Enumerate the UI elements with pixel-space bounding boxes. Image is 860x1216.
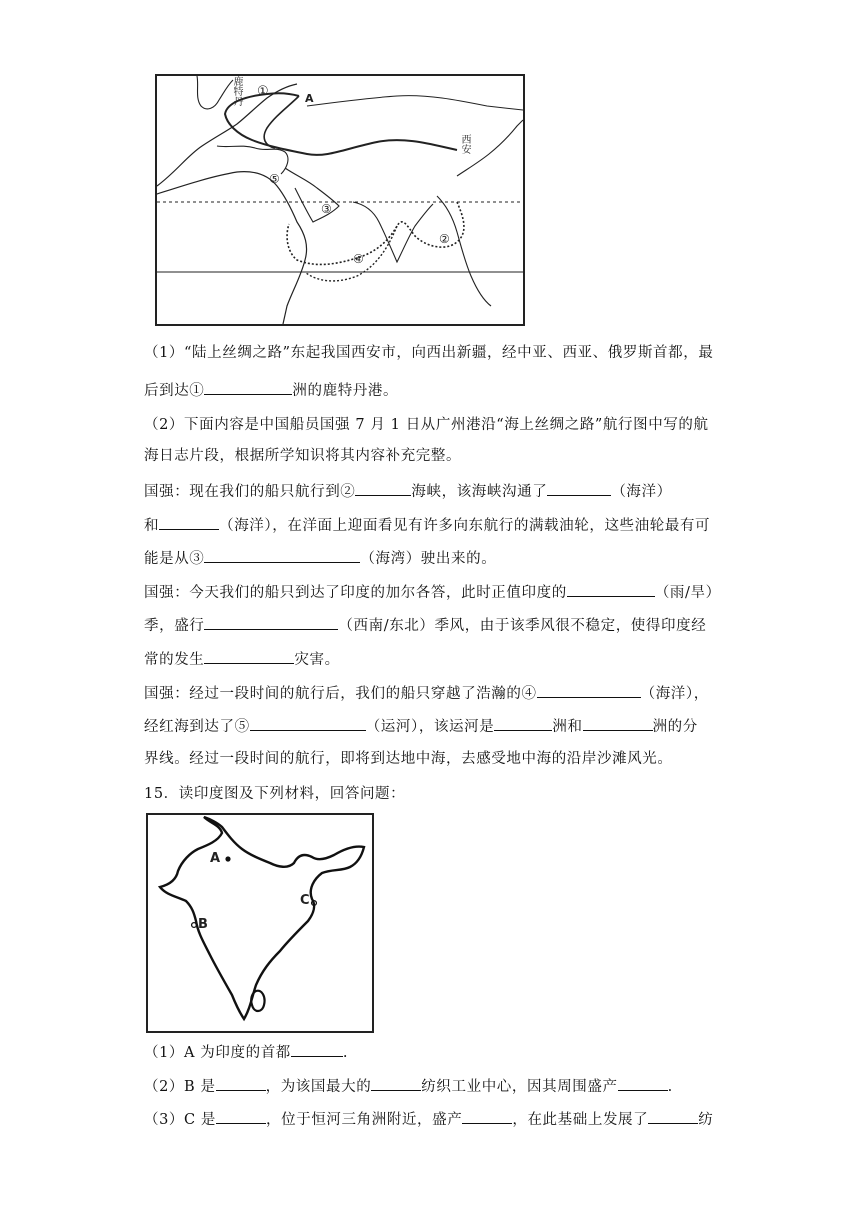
blank-continent-a[interactable] bbox=[494, 715, 552, 731]
southeast-asia-coast bbox=[437, 196, 491, 306]
q15-s2b: ，为该国最大的 bbox=[265, 1079, 372, 1095]
q15-s3a: （3）C 是 bbox=[144, 1112, 217, 1128]
q14-l3a: 能是从③ bbox=[144, 551, 205, 567]
q14-p1-line2 bbox=[144, 379, 398, 401]
q14-l3b: （海湾）驶出来的。 bbox=[360, 551, 497, 567]
q14-l5b: （西南/东北）季风，由于该季风很不稳定，使得印度经 bbox=[338, 618, 707, 634]
q14-l1c: （海洋） bbox=[611, 484, 672, 500]
blank-continent-b[interactable] bbox=[583, 715, 653, 731]
q15-s3d: 纺 bbox=[698, 1112, 714, 1128]
q14-log-line2 bbox=[144, 514, 710, 536]
africa-coast bbox=[157, 172, 307, 324]
asia-north-coast bbox=[307, 96, 523, 110]
q14-l7a: 国强：经过一段时间的航行后，我们的船只穿越了浩瀚的④ bbox=[144, 686, 537, 702]
land-route-branch bbox=[264, 96, 299, 148]
q15-s2d: . bbox=[667, 1079, 673, 1095]
q15-sub3 bbox=[144, 1108, 713, 1130]
blank-b-city[interactable] bbox=[216, 1075, 266, 1091]
label-5: ⑤ bbox=[269, 172, 280, 186]
q15-title: 15．读印度图及下列材料，回答问题： bbox=[144, 786, 406, 802]
blank-c-city[interactable] bbox=[216, 1108, 266, 1124]
label-4: ④ bbox=[353, 252, 364, 266]
europe-coast bbox=[157, 84, 297, 186]
blank-monsoon[interactable] bbox=[204, 614, 338, 630]
label-a: A bbox=[305, 92, 314, 105]
q14-l2b: （海洋），在洋面上迎面看见有许多向东航行的满载油轮，这些油轮最有可 bbox=[219, 518, 711, 534]
q15-s1b: . bbox=[342, 1045, 349, 1061]
q14-l6b: 灾害。 bbox=[294, 652, 340, 668]
blank-season[interactable] bbox=[567, 581, 655, 597]
blank-disaster[interactable] bbox=[204, 648, 294, 664]
india-coast bbox=[353, 202, 433, 262]
q14-l7b: （海洋）， bbox=[640, 686, 709, 702]
mediterranean-coast bbox=[217, 146, 288, 174]
q14-log-line5 bbox=[144, 614, 706, 636]
q14-p1-line2a: 后到达① bbox=[144, 383, 205, 399]
sri-lanka bbox=[251, 991, 264, 1011]
silk-road-map bbox=[155, 74, 525, 326]
label-2: ② bbox=[439, 232, 450, 246]
q15-s1a: （1）A 为印度的首都 bbox=[144, 1045, 291, 1061]
q14-log-line3 bbox=[144, 547, 496, 569]
blank-capital[interactable] bbox=[291, 1041, 343, 1057]
blank-c-product[interactable] bbox=[462, 1108, 512, 1124]
label-lutedan: 鹿特丹 bbox=[231, 76, 242, 106]
india-label-b: B bbox=[198, 917, 208, 932]
q15-s2a: （2）B 是 bbox=[144, 1079, 216, 1095]
q14-l4b: （雨/旱） bbox=[654, 585, 721, 601]
blank-ocean-4[interactable] bbox=[537, 682, 641, 698]
q14-l2a: 和 bbox=[144, 518, 160, 534]
label-1: ① bbox=[257, 84, 269, 99]
city-a-dot bbox=[225, 856, 230, 861]
q14-l8b: （运河），该运河是 bbox=[365, 719, 495, 735]
india-map-drawing bbox=[148, 815, 372, 1031]
q14-l1a: 国强：现在我们的船只航行到② bbox=[144, 484, 356, 500]
q15-sub2 bbox=[144, 1075, 673, 1097]
q14-p1-line2b: 洲的鹿特丹港。 bbox=[292, 383, 399, 399]
q14-p1-line1: （1）“陆上丝绸之路”东起我国西安市，向西出新疆，经中亚、西亚、俄罗斯首都，最 bbox=[144, 345, 714, 361]
q15-s3b: ，位于恒河三角洲附近，盛产 bbox=[266, 1112, 463, 1128]
q14-l5a: 季，盛行 bbox=[144, 618, 205, 634]
q14-log-line1 bbox=[144, 480, 672, 502]
label-xian: 西安 bbox=[459, 134, 470, 154]
q14-l1b: 海峡，该海峡沟通了 bbox=[411, 484, 548, 500]
q14-l4a: 国强：今天我们的船只到达了印度的加尔各答，此时正值印度的 bbox=[144, 585, 567, 601]
q14-l8d: 洲的分 bbox=[652, 719, 698, 735]
india-map bbox=[146, 813, 374, 1033]
q14-l8a: 经红海到达了⑤ bbox=[144, 719, 250, 735]
silk-road-map-drawing bbox=[157, 76, 523, 324]
q14-p2-line1: （2）下面内容是中国船员国强 7 月 1 日从广州港沿“海上丝绸之路”航行图中写的航 bbox=[144, 417, 709, 433]
q14-l6a: 常的发生 bbox=[144, 652, 205, 668]
land-route bbox=[225, 93, 457, 155]
scandinavia-coast bbox=[197, 76, 233, 109]
sea-route bbox=[287, 202, 464, 264]
blank-c-textile[interactable] bbox=[648, 1108, 698, 1124]
blank-ocean-1[interactable] bbox=[547, 480, 611, 496]
q14-log-line6 bbox=[144, 648, 340, 670]
blank-ocean-2[interactable] bbox=[159, 514, 219, 530]
india-outline bbox=[160, 817, 364, 1019]
q14-log-line4 bbox=[144, 581, 721, 603]
blank-textile[interactable] bbox=[371, 1075, 421, 1091]
india-label-c: C bbox=[300, 893, 310, 908]
blank-strait[interactable] bbox=[355, 480, 411, 496]
blank-gulf[interactable] bbox=[204, 547, 360, 563]
q14-log-line7 bbox=[144, 682, 709, 704]
india-label-a: A bbox=[210, 851, 221, 866]
q14-l8c: 洲和 bbox=[552, 719, 583, 735]
q15-sub1 bbox=[144, 1041, 348, 1063]
blank-b-product[interactable] bbox=[618, 1075, 668, 1091]
q14-log-line9: 界线。经过一段时间的航行，即将到达地中海，去感受地中海的沿岸沙滩风光。 bbox=[144, 751, 673, 767]
q15-s2c: 纺织工业中心，因其周围盛产 bbox=[421, 1079, 618, 1095]
blank-canal[interactable] bbox=[250, 715, 366, 731]
label-3: ③ bbox=[321, 202, 332, 216]
blank-continent[interactable] bbox=[204, 379, 292, 395]
q15-s3c: ，在此基础上发展了 bbox=[512, 1112, 649, 1128]
sea-route-loop bbox=[305, 226, 397, 281]
q14-p2-line2: 海日志片段，根据所学知识将其内容补充完整。 bbox=[144, 448, 462, 464]
q14-log-line8 bbox=[144, 715, 698, 737]
